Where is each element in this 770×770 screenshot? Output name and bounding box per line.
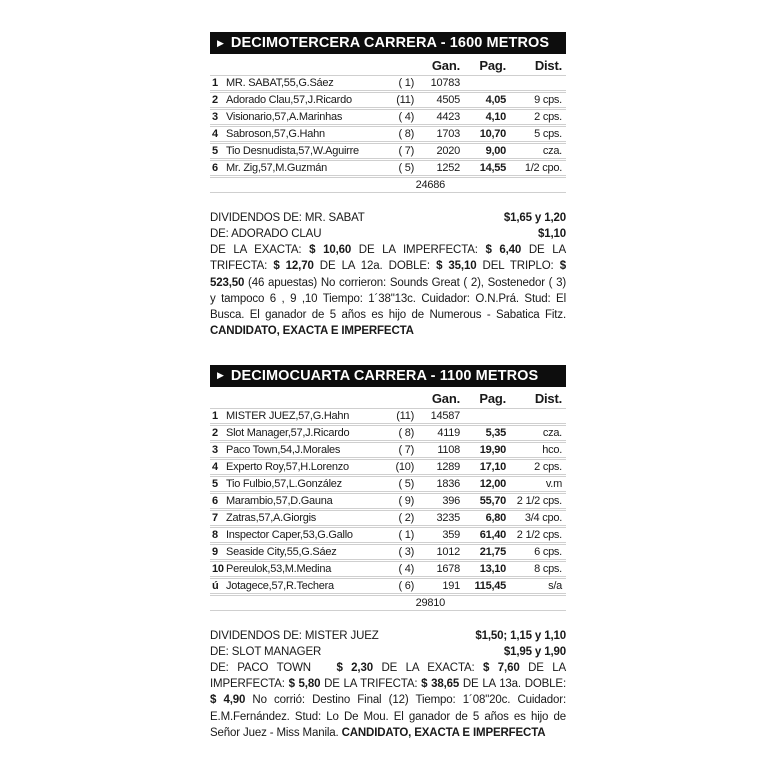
total-row bbox=[210, 177, 566, 193]
horse-cell: Pereulok,53,M.Medina bbox=[226, 562, 332, 575]
dividend-line bbox=[210, 210, 566, 226]
table-row bbox=[210, 493, 566, 509]
column-header-gan: Gan. bbox=[431, 58, 460, 73]
gate-cell: ( 9) bbox=[398, 494, 414, 507]
position-cell: 3 bbox=[212, 111, 218, 123]
position-cell: 5 bbox=[212, 145, 218, 157]
gan-cell: 2020 bbox=[436, 145, 460, 157]
pag-cell: 61,40 bbox=[479, 528, 506, 541]
pag-cell: 10,70 bbox=[479, 128, 506, 140]
gan-cell: 4423 bbox=[436, 111, 460, 123]
gan-cell: 3235 bbox=[436, 511, 460, 524]
note-segment: No corrió: Destino Final (12) Tiempo: 1´08"20c. Cuidador: E.M.Fernández. Stud: Lo De Mou. El ganador de 5 años es hijo de Señor Juez - Miss Manila. bbox=[210, 694, 566, 739]
race-header-bar bbox=[210, 365, 566, 387]
pool-total-value: 29810 bbox=[415, 596, 445, 609]
table-row bbox=[210, 160, 566, 176]
dividend-amount: $1,10 bbox=[537, 228, 566, 240]
table-row bbox=[210, 442, 566, 458]
position-cell: 7 bbox=[212, 511, 218, 524]
table-row bbox=[210, 425, 566, 441]
dist-cell: s/a bbox=[548, 579, 562, 592]
position-cell: 4 bbox=[212, 460, 218, 473]
horse-cell: Seaside City,55,G.Sáez bbox=[226, 545, 337, 558]
dividend-amount: $1,95 y 1,90 bbox=[503, 645, 566, 658]
total-row bbox=[210, 595, 566, 611]
horse-cell: Tio Desnudista,57,W.Aguirre bbox=[226, 145, 359, 157]
note-segment: DE LA 13a. DOBLE: bbox=[459, 678, 566, 691]
note-segment: DE LA TRIFECTA: bbox=[320, 678, 422, 691]
pag-cell: 115,45 bbox=[474, 579, 506, 592]
pag-cell: 55,70 bbox=[479, 494, 506, 507]
dist-cell: cza. bbox=[542, 145, 562, 157]
note-segment: DE LA EXACTA: bbox=[210, 244, 310, 256]
note-segment: $ 35,10 bbox=[436, 260, 477, 273]
dividend-amount: $1,65 y 1,20 bbox=[503, 212, 566, 224]
horse-cell: Inspector Caper,53,G.Gallo bbox=[226, 528, 353, 541]
table-row bbox=[210, 143, 566, 159]
position-cell: ú bbox=[212, 579, 219, 592]
pag-cell: 6,80 bbox=[485, 511, 506, 524]
pag-cell: 13,10 bbox=[479, 562, 506, 575]
dividend-amount: $1,50; 1,15 y 1,10 bbox=[475, 629, 566, 642]
note-segment: DE LA TRIFECTA: bbox=[210, 244, 566, 273]
gan-cell: 10783 bbox=[430, 77, 460, 89]
position-cell: 3 bbox=[212, 443, 218, 456]
note-segment: DE LA EXACTA: bbox=[372, 661, 484, 674]
table-row bbox=[210, 126, 566, 142]
table-row bbox=[210, 510, 566, 526]
position-cell: 2 bbox=[212, 94, 218, 106]
dist-cell: v.m bbox=[545, 477, 562, 490]
gate-cell: ( 8) bbox=[398, 426, 414, 439]
position-cell: 8 bbox=[212, 528, 218, 541]
gan-cell: 1836 bbox=[436, 477, 460, 490]
dist-cell: 2 cps. bbox=[534, 111, 562, 123]
horse-cell: Adorado Clau,57,J.Ricardo bbox=[226, 94, 352, 106]
pag-cell: 4,10 bbox=[485, 111, 506, 123]
gate-cell: ( 8) bbox=[398, 128, 414, 140]
gan-cell: 4119 bbox=[437, 426, 460, 439]
table-row bbox=[210, 578, 566, 594]
gate-cell: ( 5) bbox=[398, 477, 414, 490]
pag-cell: 21,75 bbox=[479, 545, 506, 558]
dist-cell: 2 cps. bbox=[534, 460, 562, 473]
gate-cell: (11) bbox=[396, 409, 414, 422]
dividend-line bbox=[210, 628, 566, 644]
note-segment: DE LA IMPERFECTA: bbox=[351, 244, 486, 256]
gate-cell: ( 3) bbox=[398, 545, 414, 558]
column-header-row bbox=[210, 387, 566, 408]
position-cell: 6 bbox=[212, 494, 218, 507]
gan-cell: 1703 bbox=[436, 128, 460, 140]
race-notes-paragraph bbox=[210, 660, 566, 741]
pag-cell: 12,00 bbox=[479, 477, 506, 490]
horse-cell: MISTER JUEZ,57,G.Hahn bbox=[226, 409, 350, 422]
note-segment: CANDIDATO, EXACTA E IMPERFECTA bbox=[210, 325, 414, 338]
pag-cell: 17,10 bbox=[479, 460, 506, 473]
race-section-decimocuarta bbox=[210, 365, 566, 741]
column-header-row bbox=[210, 54, 566, 75]
position-cell: 5 bbox=[212, 477, 218, 490]
dist-cell: cza. bbox=[542, 426, 562, 439]
race-title: DECIMOCUARTA CARRERA - 1100 METROS bbox=[230, 367, 539, 384]
table-row bbox=[210, 459, 566, 475]
gate-cell: ( 5) bbox=[398, 162, 414, 174]
position-cell: 2 bbox=[212, 426, 218, 439]
horse-cell: Zatras,57,A.Giorgis bbox=[226, 511, 317, 524]
bullet-arrow-icon: ▶ bbox=[217, 37, 224, 48]
horse-cell: Tio Fulbio,57,L.González bbox=[226, 477, 342, 490]
dist-cell: 6 cps. bbox=[534, 545, 562, 558]
note-segment: DE: PACO TOWN bbox=[210, 661, 337, 674]
racing-results-column bbox=[210, 32, 566, 741]
dividend-label: DIVIDENDOS DE: MISTER JUEZ bbox=[210, 629, 379, 642]
position-cell: 1 bbox=[212, 77, 218, 89]
dist-cell: 2 1/2 cps. bbox=[516, 494, 562, 507]
horse-cell: Paco Town,54,J.Morales bbox=[226, 443, 341, 456]
note-segment: $ 12,70 bbox=[273, 260, 314, 273]
gan-cell: 1252 bbox=[436, 162, 460, 174]
note-segment: $ 7,60 bbox=[483, 661, 520, 674]
position-cell: 9 bbox=[212, 545, 218, 558]
gate-cell: ( 6) bbox=[398, 579, 414, 592]
race-header-bar bbox=[210, 32, 566, 54]
pag-cell: 19,90 bbox=[479, 443, 506, 456]
note-segment: (46 apuestas) No corrieron: Sounds Great ( 2), Sostenedor ( 3) y tampoco 6 , 9 ,10 Tiempo: 1´38"13c. Cuidador: O.N.Prá. Stud: El Busca. El ganador de 5 años es hijo de Numerous - Sabatica Fitz. bbox=[210, 276, 566, 322]
column-header-pag: Pag. bbox=[479, 58, 506, 73]
gan-cell: 4505 bbox=[436, 94, 460, 106]
gan-cell: 1678 bbox=[436, 562, 460, 575]
dividend-label: DE: ADORADO CLAU bbox=[210, 228, 322, 240]
horse-cell: Visionario,57,A.Marinhas bbox=[226, 111, 343, 123]
note-segment: $ 2,30 bbox=[336, 661, 373, 674]
gate-cell: ( 1) bbox=[398, 77, 414, 89]
position-cell: 6 bbox=[212, 162, 218, 174]
dist-cell: 8 cps. bbox=[534, 562, 562, 575]
note-segment: $ 5,80 bbox=[288, 678, 321, 691]
note-segment: $ 523,50 bbox=[210, 260, 566, 289]
gate-cell: ( 7) bbox=[398, 443, 414, 456]
table-row bbox=[210, 561, 566, 577]
column-header-pag: Pag. bbox=[479, 390, 506, 406]
race-section-decimotercera bbox=[210, 32, 566, 340]
pool-total-value: 24686 bbox=[415, 179, 445, 191]
race-notes-paragraph bbox=[210, 242, 566, 340]
dividend-line bbox=[210, 644, 566, 660]
position-cell: 4 bbox=[212, 128, 218, 140]
horse-cell: Sabroson,57,G.Hahn bbox=[226, 128, 325, 140]
gate-cell: (11) bbox=[396, 94, 414, 106]
gate-cell: (10) bbox=[395, 460, 414, 473]
pag-cell: 14,55 bbox=[479, 162, 506, 174]
column-header-dist: Dist. bbox=[534, 58, 562, 73]
gate-cell: ( 1) bbox=[398, 528, 414, 541]
note-segment: $ 6,40 bbox=[485, 244, 522, 256]
gan-cell: 1012 bbox=[436, 545, 460, 558]
dividend-line bbox=[210, 226, 566, 242]
horse-cell: Experto Roy,57,H.Lorenzo bbox=[226, 460, 349, 473]
note-segment: $ 10,60 bbox=[309, 244, 352, 256]
race-title: DECIMOTERCERA CARRERA - 1600 METROS bbox=[230, 35, 550, 51]
column-header-dist: Dist. bbox=[534, 390, 562, 406]
horse-cell: Mr. Zig,57,M.Guzmán bbox=[226, 162, 328, 174]
note-segment: DE LA IMPERFECTA: bbox=[210, 661, 567, 691]
table-row bbox=[210, 527, 566, 543]
gan-cell: 191 bbox=[442, 579, 460, 592]
table-row bbox=[210, 544, 566, 560]
gate-cell: ( 4) bbox=[398, 111, 414, 123]
dividend-label: DIVIDENDOS DE: MR. SABAT bbox=[210, 212, 365, 224]
note-segment: $ 38,65 bbox=[421, 678, 460, 691]
gan-cell: 359 bbox=[442, 528, 460, 541]
horse-cell: Marambio,57,D.Gauna bbox=[226, 494, 333, 507]
dist-cell: 1/2 cpo. bbox=[524, 162, 562, 174]
pag-cell: 9,00 bbox=[485, 145, 506, 157]
gate-cell: ( 4) bbox=[398, 562, 414, 575]
note-segment: DE LA 12a. DOBLE: bbox=[313, 260, 437, 273]
table-row bbox=[210, 75, 566, 91]
horse-cell: Slot Manager,57,J.Ricardo bbox=[226, 426, 350, 439]
table-row bbox=[210, 109, 566, 125]
note-segment: $ 4,90 bbox=[210, 694, 246, 707]
pag-cell: 5,35 bbox=[485, 426, 506, 439]
dist-cell: 3/4 cpo. bbox=[524, 511, 562, 524]
table-row bbox=[210, 408, 566, 424]
dist-cell: 9 cps. bbox=[534, 94, 562, 106]
pag-cell: 4,05 bbox=[485, 94, 506, 106]
bullet-arrow-icon: ▶ bbox=[217, 370, 224, 381]
horse-cell: Jotagece,57,R.Techera bbox=[226, 579, 334, 592]
dividends-block bbox=[210, 628, 566, 660]
gan-cell: 396 bbox=[442, 494, 460, 507]
gate-cell: ( 2) bbox=[398, 511, 414, 524]
results-table bbox=[210, 75, 566, 176]
dist-cell: 5 cps. bbox=[534, 128, 562, 140]
gan-cell: 14587 bbox=[430, 409, 460, 422]
table-row bbox=[210, 92, 566, 108]
position-cell: 1 bbox=[212, 409, 218, 422]
dividends-block bbox=[210, 210, 566, 242]
dist-cell: hco. bbox=[542, 443, 562, 456]
table-row bbox=[210, 476, 566, 492]
gate-cell: ( 7) bbox=[398, 145, 414, 157]
dist-cell: 2 1/2 cps. bbox=[516, 528, 562, 541]
results-table bbox=[210, 408, 566, 594]
position-cell: 10 bbox=[212, 562, 224, 575]
column-header-gan: Gan. bbox=[431, 390, 460, 406]
gan-cell: 1289 bbox=[436, 460, 460, 473]
dividend-label: DE: SLOT MANAGER bbox=[210, 645, 322, 658]
note-segment: CANDIDATO, EXACTA E IMPERFECTA bbox=[341, 726, 546, 739]
note-segment: DEL TRIPLO: bbox=[476, 260, 560, 273]
gan-cell: 1108 bbox=[437, 443, 460, 456]
horse-cell: MR. SABAT,55,G.Sáez bbox=[226, 77, 334, 89]
